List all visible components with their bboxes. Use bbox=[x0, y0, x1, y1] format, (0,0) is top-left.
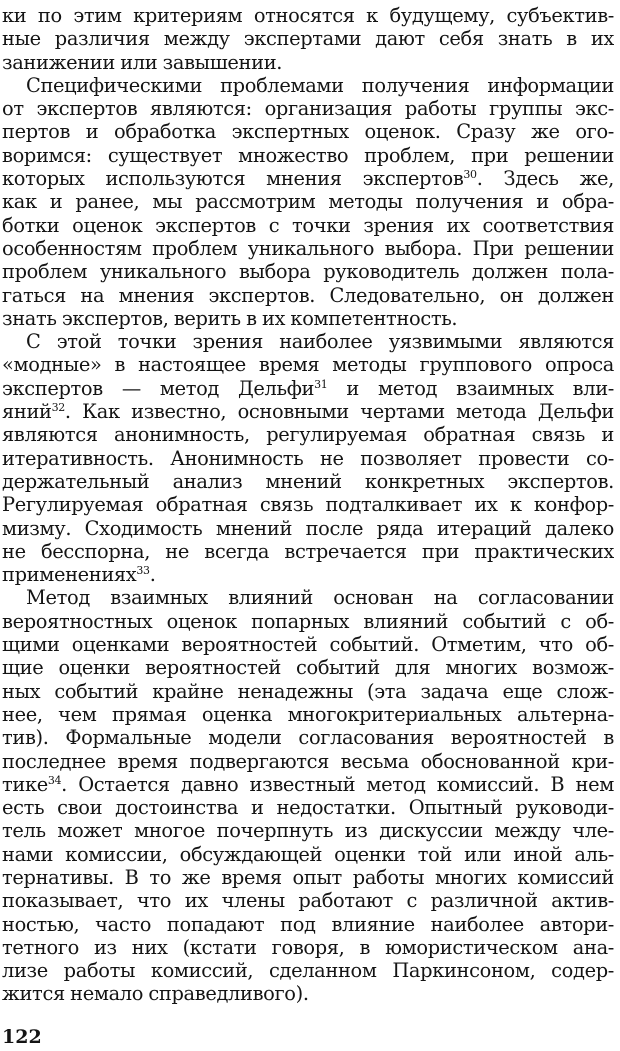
text-line bbox=[2, 447, 614, 470]
text-line bbox=[2, 120, 614, 143]
line-text: являются анонимность, регулируемая обратная связь и bbox=[2, 423, 614, 447]
footnote-reference: 32 bbox=[51, 401, 65, 415]
text-line bbox=[2, 936, 614, 959]
text-line bbox=[2, 703, 614, 726]
line-text: экспертов — метод Дельфи bbox=[2, 376, 315, 400]
line-text: гаться на мнения экспертов. Следовательно, он должен bbox=[2, 283, 614, 307]
line-text: Специфическими проблемами получения информации bbox=[26, 73, 614, 97]
text-line bbox=[2, 97, 614, 120]
text-line bbox=[2, 656, 614, 679]
line-text: не бесспорна, не всегда встречается при практических bbox=[2, 539, 614, 563]
line-text: итеративность. Анонимность не позволяет провести со- bbox=[2, 446, 614, 470]
text-line bbox=[2, 214, 614, 237]
text-line bbox=[2, 586, 614, 609]
page-number: 122 bbox=[2, 1026, 42, 1048]
line-text: Регулируемая обратная связь подталкивает их к конфор- bbox=[2, 493, 614, 517]
line-text: «модные» в настоящее время методы группового опроса bbox=[2, 353, 614, 377]
text-line bbox=[2, 610, 614, 633]
text-line bbox=[2, 284, 614, 307]
line-text: тике bbox=[2, 772, 48, 796]
line-text: ные различия между экспертами дают себя знать в их bbox=[2, 27, 614, 51]
text-line bbox=[2, 819, 614, 842]
text-line bbox=[2, 773, 614, 796]
line-text: знать экспертов, верить в их компетентность. bbox=[2, 306, 458, 330]
text-line bbox=[2, 633, 614, 656]
text-line bbox=[2, 796, 614, 819]
line-text-continued: . Остается давно известный метод комиссий. В нем bbox=[61, 772, 614, 796]
line-text: тель может многое почерпнуть из дискуссии между чле- bbox=[2, 819, 614, 843]
line-text-continued: . Как известно, основными чертами метода Дельфи bbox=[64, 400, 614, 424]
line-text: ботки оценок экспертов с точки зрения их соответствия bbox=[2, 213, 614, 237]
text-line bbox=[2, 260, 614, 283]
line-text: тернативы. В то же время опыт работы многих комиссий bbox=[2, 865, 614, 889]
text-line bbox=[2, 74, 614, 97]
line-text: особенностям проблем уникального выбора. При решении bbox=[2, 236, 614, 260]
text-line bbox=[2, 750, 614, 773]
text-line bbox=[2, 959, 614, 982]
line-text: нами комиссии, обсуждающей оценки той или иной аль- bbox=[2, 842, 614, 866]
line-text: лизе работы комиссий, сделанном Паркинсоном, содер- bbox=[2, 959, 614, 983]
footnote-reference: 33 bbox=[136, 564, 150, 578]
text-line bbox=[2, 540, 614, 563]
text-line bbox=[2, 866, 614, 889]
text-line bbox=[2, 353, 614, 376]
text-line bbox=[2, 517, 614, 540]
text-line bbox=[2, 190, 614, 213]
line-text: ки по этим критериям относятся к будущему, субъектив- bbox=[2, 4, 614, 27]
footnote-reference: 31 bbox=[314, 377, 328, 391]
text-line bbox=[2, 400, 614, 423]
footnote-reference: 34 bbox=[47, 773, 62, 787]
line-text: щими оценками вероятностей событий. Отметим, что об- bbox=[2, 633, 614, 657]
line-text: яний bbox=[2, 400, 52, 424]
line-text: пертов и обработка экспертных оценок. Сразу же ого- bbox=[2, 120, 614, 144]
text-line bbox=[2, 377, 614, 400]
line-text: С этой точки зрения наиболее уязвимыми являются bbox=[26, 330, 614, 354]
text-line bbox=[2, 4, 614, 27]
text-line bbox=[2, 843, 614, 866]
text-line bbox=[2, 982, 614, 1005]
text-line bbox=[2, 330, 614, 353]
line-text: как и ранее, мы рассмотрим методы получения и обра- bbox=[2, 190, 614, 214]
line-text: жится немало справедливого). bbox=[2, 982, 309, 1006]
text-line bbox=[2, 889, 614, 912]
text-line bbox=[2, 307, 614, 330]
line-text: тив). Формальные модели согласования вероятностей в bbox=[2, 726, 614, 750]
text-line bbox=[2, 470, 614, 493]
text-line bbox=[2, 563, 614, 586]
line-text: воримся: существует множество проблем, при решении bbox=[2, 143, 614, 167]
text-line bbox=[2, 423, 614, 446]
line-text-continued: . Здесь же, bbox=[476, 167, 614, 191]
text-line bbox=[2, 167, 614, 190]
line-text: щие оценки вероятностей событий для многих возмож- bbox=[2, 656, 614, 680]
text-line bbox=[2, 913, 614, 936]
line-text: ных событий крайне ненадежны (эта задача еще слож- bbox=[2, 679, 614, 703]
line-text: проблем уникального выбора руководитель должен пола- bbox=[2, 260, 614, 284]
text-line bbox=[2, 493, 614, 516]
line-text: нее, чем прямая оценка многокритериальных альтерна- bbox=[2, 702, 614, 726]
text-line bbox=[2, 237, 614, 260]
line-text: тетного из них (кстати говоря, в юмористическом ана- bbox=[2, 935, 614, 959]
line-text: ностью, часто попадают под влияние наиболее автори- bbox=[2, 912, 614, 936]
text-line bbox=[2, 726, 614, 749]
text-line bbox=[2, 27, 614, 50]
line-text: мизму. Сходимость мнений после ряда итераций далеко bbox=[2, 516, 614, 540]
line-text: есть свои достоинства и недостатки. Опытный руководи- bbox=[2, 796, 614, 820]
line-text-continued: и метод взаимных вли- bbox=[327, 376, 614, 400]
line-text: которых используются мнения экспертов bbox=[2, 167, 464, 191]
text-line bbox=[2, 51, 614, 74]
line-text: держательный анализ мнений конкретных экспертов. bbox=[2, 469, 614, 493]
line-text: последнее время подвергаются весьма обоснованной кри- bbox=[2, 749, 614, 773]
line-text: показывает, что их члены работают с различной актив- bbox=[2, 889, 614, 913]
line-text: занижении или завышении. bbox=[2, 50, 283, 74]
footnote-reference: 30 bbox=[463, 168, 477, 182]
line-text: применениях bbox=[2, 563, 137, 587]
line-text: вероятностных оценок попарных влияний событий с об- bbox=[2, 609, 614, 633]
book-page bbox=[2, 0, 614, 1051]
body-text bbox=[2, 4, 614, 1006]
text-line bbox=[2, 144, 614, 167]
line-text: от экспертов являются: организация работы группы экс- bbox=[2, 97, 614, 121]
line-text: Метод взаимных влияний основан на согласовании bbox=[26, 586, 614, 610]
line-text-continued: . bbox=[149, 563, 156, 587]
text-line bbox=[2, 680, 614, 703]
